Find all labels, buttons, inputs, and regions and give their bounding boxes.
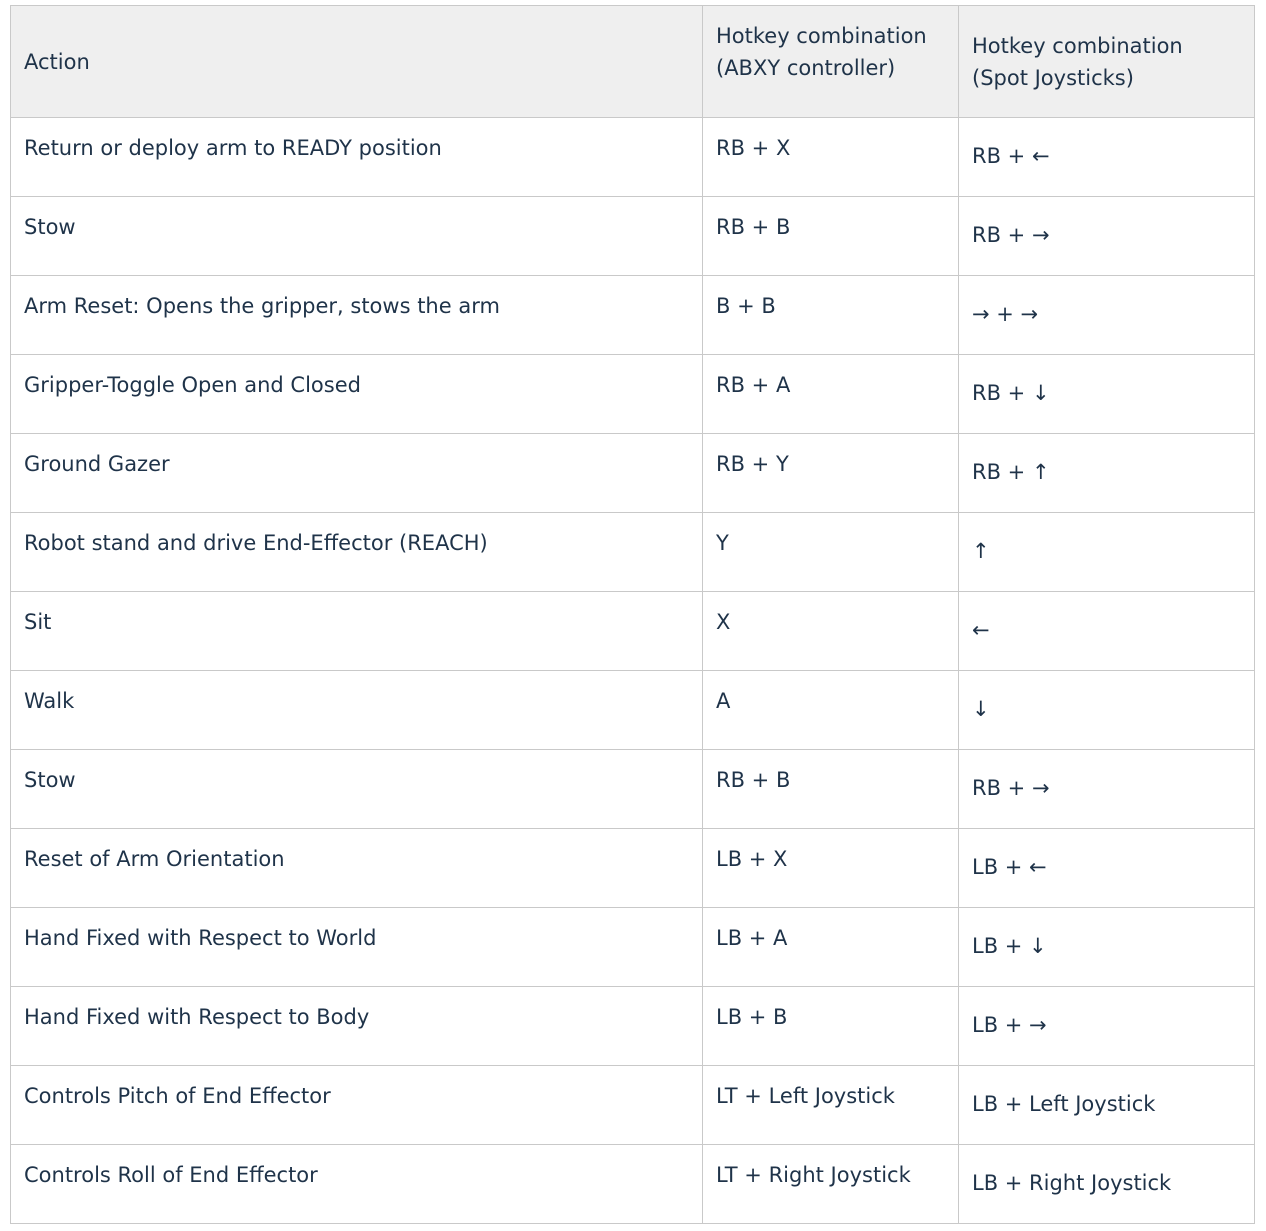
action-cell: Ground Gazer <box>11 434 703 513</box>
abxy-cell: LB + B <box>703 987 959 1066</box>
spot-cell: LB + ← <box>959 829 1255 908</box>
abxy-cell: X <box>703 592 959 671</box>
table-body <box>11 118 1255 1224</box>
spot-cell: RB + ↑ <box>959 434 1255 513</box>
table-row <box>11 592 1255 671</box>
spot-cell: LB + Left Joystick <box>959 1066 1255 1145</box>
action-cell: Stow <box>11 197 703 276</box>
abxy-cell: LB + X <box>703 829 959 908</box>
action-cell: Robot stand and drive End-Effector (REACH) <box>11 513 703 592</box>
header-action-label: Action <box>24 49 90 74</box>
action-cell: Return or deploy arm to READY position <box>11 118 703 197</box>
table-row <box>11 1066 1255 1145</box>
spot-cell: RB + → <box>959 197 1255 276</box>
header-spot-line2: (Spot Joysticks) <box>972 66 1134 90</box>
abxy-cell: LB + A <box>703 908 959 987</box>
header-row <box>11 6 1255 118</box>
table-row <box>11 829 1255 908</box>
action-cell: Hand Fixed with Respect to World <box>11 908 703 987</box>
action-cell: Stow <box>11 750 703 829</box>
table-row <box>11 987 1255 1066</box>
action-cell: Hand Fixed with Respect to Body <box>11 987 703 1066</box>
header-abxy-line1: Hotkey combination <box>716 24 927 48</box>
header-action <box>11 6 703 118</box>
abxy-cell: RB + B <box>703 197 959 276</box>
spot-cell: ↑ <box>959 513 1255 592</box>
table-row <box>11 276 1255 355</box>
action-cell: Sit <box>11 592 703 671</box>
spot-cell: RB + → <box>959 750 1255 829</box>
table-row <box>11 118 1255 197</box>
action-cell: Reset of Arm Orientation <box>11 829 703 908</box>
abxy-cell: Y <box>703 513 959 592</box>
abxy-cell: B + B <box>703 276 959 355</box>
abxy-cell: LT + Right Joystick <box>703 1145 959 1224</box>
table-row <box>11 513 1255 592</box>
table-row <box>11 197 1255 276</box>
abxy-cell: LT + Left Joystick <box>703 1066 959 1145</box>
spot-cell: LB + → <box>959 987 1255 1066</box>
spot-cell: LB + Right Joystick <box>959 1145 1255 1224</box>
header-abxy-line2: (ABXY controller) <box>716 56 896 80</box>
action-cell: Walk <box>11 671 703 750</box>
table-row <box>11 750 1255 829</box>
header-spot-line1: Hotkey combination <box>972 34 1183 58</box>
table-row <box>11 908 1255 987</box>
header-abxy <box>703 6 959 118</box>
spot-cell: ← <box>959 592 1255 671</box>
spot-cell: → + → <box>959 276 1255 355</box>
spot-cell: RB + ↓ <box>959 355 1255 434</box>
abxy-cell: RB + X <box>703 118 959 197</box>
abxy-cell: RB + A <box>703 355 959 434</box>
action-cell: Controls Roll of End Effector <box>11 1145 703 1224</box>
abxy-cell: A <box>703 671 959 750</box>
abxy-cell: RB + B <box>703 750 959 829</box>
header-spot <box>959 6 1255 118</box>
action-cell: Gripper-Toggle Open and Closed <box>11 355 703 434</box>
action-cell: Controls Pitch of End Effector <box>11 1066 703 1145</box>
spot-cell: RB + ← <box>959 118 1255 197</box>
spot-cell: ↓ <box>959 671 1255 750</box>
table-header <box>11 6 1255 118</box>
table-row <box>11 434 1255 513</box>
table-row <box>11 355 1255 434</box>
table-row <box>11 1145 1255 1224</box>
table-row <box>11 671 1255 750</box>
spot-cell: LB + ↓ <box>959 908 1255 987</box>
hotkey-table <box>10 5 1255 1224</box>
action-cell: Arm Reset: Opens the gripper, stows the arm <box>11 276 703 355</box>
abxy-cell: RB + Y <box>703 434 959 513</box>
